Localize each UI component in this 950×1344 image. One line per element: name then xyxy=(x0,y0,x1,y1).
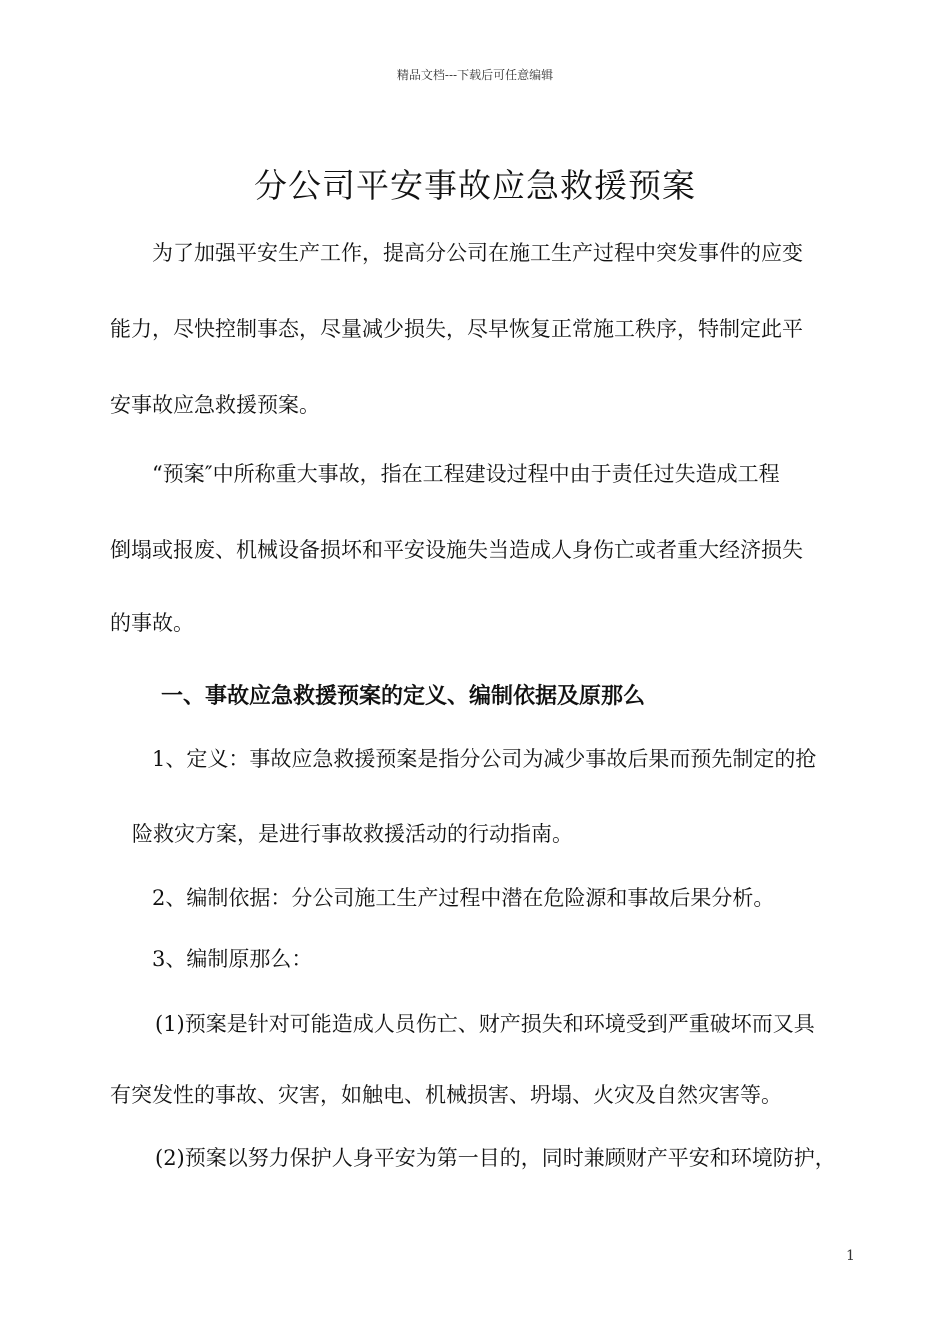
subitem-1-line-1: (1)预案是针对可能造成人员伤亡、财产损失和环境受到严重破坏而又具 xyxy=(155,1012,815,1036)
intro-paragraph-line-3: 安事故应急救援预案。 xyxy=(110,393,320,417)
page-number: 1 xyxy=(846,1248,855,1264)
item-3: 3、编制原那么： xyxy=(152,947,313,971)
definition-paragraph-line-1: “预案″中所称重大事故，指在工程建设过程中由于责任过失造成工程 xyxy=(152,462,780,486)
item-1-line-2: 险救灾方案，是进行事故救援活动的行动指南。 xyxy=(132,822,573,846)
definition-paragraph-line-3: 的事故。 xyxy=(110,611,194,635)
intro-paragraph-line-1: 为了加强平安生产工作，提高分公司在施工生产过程中突发事件的应变 xyxy=(152,241,803,265)
document-title: 分公司平安事故应急救援预案 xyxy=(254,166,696,205)
subitem-2-line-1: (2)预案以努力保护人身平安为第一目的，同时兼顾财产平安和环境防护， xyxy=(155,1146,836,1170)
section-heading-1: 一、事故应急救援预案的定义、编制依据及原那么 xyxy=(161,683,646,709)
intro-paragraph-line-2: 能力，尽快控制事态，尽量减少损失，尽早恢复正常施工秩序，特制定此平 xyxy=(110,317,803,341)
item-1-line-1: 1、定义：事故应急救援预案是指分公司为减少事故后果而预先制定的抢 xyxy=(152,747,817,771)
page-header: 精品文档---下载后可任意编辑 xyxy=(396,68,554,82)
subitem-1-line-2: 有突发性的事故、灾害，如触电、机械损害、坍塌、火灾及自然灾害等。 xyxy=(110,1083,782,1107)
item-2: 2、编制依据：分公司施工生产过程中潜在危险源和事故后果分析。 xyxy=(152,886,775,910)
definition-paragraph-line-2: 倒塌或报废、机械设备损坏和平安设施失当造成人身伤亡或者重大经济损失 xyxy=(110,538,803,562)
